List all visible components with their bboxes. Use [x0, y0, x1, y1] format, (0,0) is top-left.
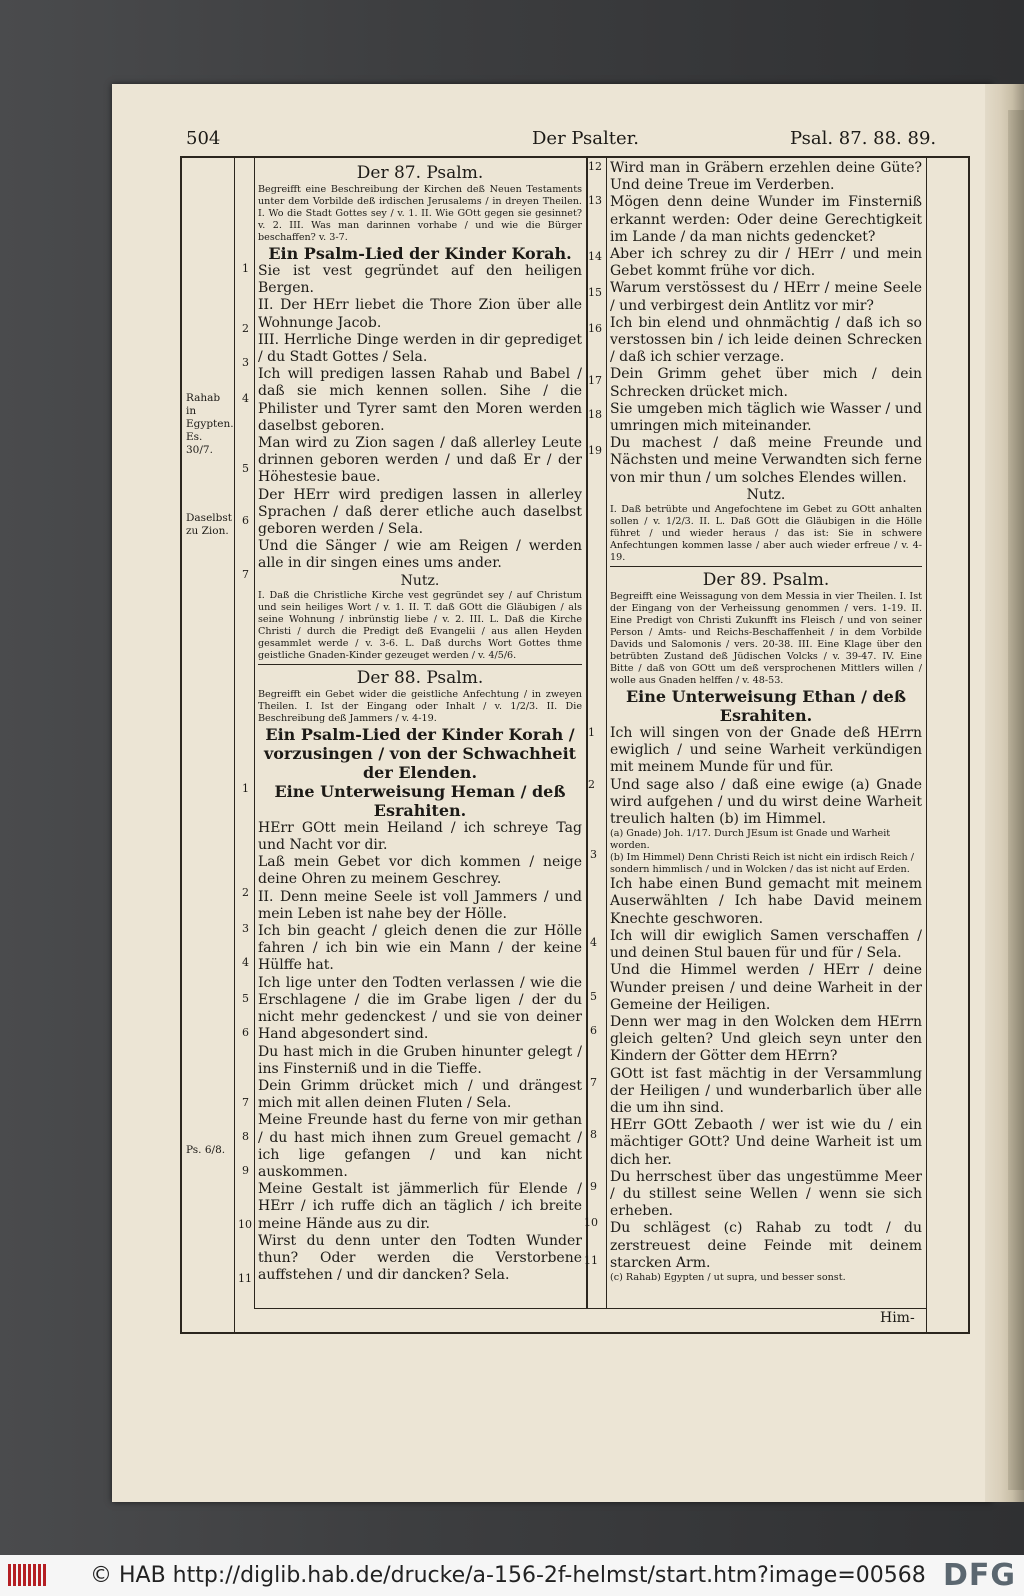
- verse-number: 7: [242, 568, 249, 581]
- verse-number: 10: [584, 1216, 598, 1229]
- verse-number: 2: [588, 778, 595, 791]
- psalm-87-summary: Begreifft eine Beschreibung der Kirchen deß Neuen Testaments unter dem Vorbilde deß irdischen Jerusalems / in dreyen Theilen. I. Wo die Stadt Gottes sey / v. 1. II. Wie GOtt gegen sie gesinnet? v. 2. III. Was man darinnen vorhabe / und wie die Bürger beschaffen? v. 3-7.: [258, 184, 582, 243]
- verse-number: 1: [242, 262, 249, 275]
- right-margin-rule: [926, 156, 927, 1332]
- psalm-89-summary: Begreifft eine Weissagung von dem Messia in vier Theilen. I. Ist der Eingang von der Verheissung genommen / vers. 1-19. II. Eine Predigt von Christi Zukunfft ins Fleisch / und von seiner Person / Amts- und Reichs-Beschaffenheit / in dem Vorbilde Davids und Salomonis / vers. 20-38. III. Eine Klage über den betrübten Zustand deß Jüdischen Volcks / v. 39-47. IV. Eine Bitte / daß von GOtt um deß versprochenen Mittlers willen / wolle aus Gnaden helffen / v. 48-53.: [610, 591, 922, 687]
- psalm-87-verse-5: Man wird zu Zion sagen / daß allerley Leute drinnen geboren werden / und daß Er / der Höhestesie baue.: [258, 435, 582, 486]
- psalm-88-verse-10: Wirst du denn unter den Todten Wunder thun? Oder werden die Verstorbene auffstehen / und dir dancken? Sela.: [258, 1232, 582, 1284]
- verse-number: 1: [588, 726, 595, 739]
- psalm-88-nutz: I. Daß betrübte und Angefochtene im Gebet zu GOtt anhalten sollen / v. 1/2/3. II. L. Daß GOtt die Gläubigen in die Hölle führet / und wieder heraus / das ist: Sie in schwere Anfechtungen kommen lasse / aber auch wieder erfreue / v. 4-19.: [610, 504, 922, 564]
- verse-number: 13: [588, 194, 602, 207]
- psalm-88-verse-1: HErr GOtt mein Heiland / ich schreye Tag und Nacht vor dir.: [258, 819, 582, 854]
- psalm-89-title: Der 89. Psalm.: [702, 570, 830, 591]
- psalm-88-verse-2: Laß mein Gebet vor dich kommen / neige deine Ohren zu meinem Geschrey.: [258, 854, 582, 888]
- psalm-89-verse-10: Du schlägest (c) Rahab zu todt / du zerstreuest deine Feinde mit deinem starcken Arm.: [610, 1220, 922, 1271]
- page-edge: [1008, 110, 1024, 1490]
- psalm-88-verse-7: Dein Grimm drücket mich / und drängest mich mit allen deinen Fluten / Sela.: [258, 1077, 582, 1112]
- psalm-89-verse-1: Ich will singen von der Gnade deß HErrn ewiglich / und seine Warheit verkündigen mit meinem Munde für und für.: [610, 725, 922, 776]
- psalm-89-verse-6: Denn wer mag in den Wolcken dem HErrn gleich gelten? Und gleich seyn unter den Kindern der Götter dem HErrn?: [610, 1013, 922, 1065]
- verse-number: 3: [242, 356, 249, 369]
- footnote-b: (b) Im Himmel) Denn Christi Reich ist nicht ein irdisch Reich / sondern himmlisch / und in Wolcken / das ist nicht auf Erden.: [610, 852, 914, 876]
- psalm-88-nutz-title: Nutz.: [746, 486, 786, 503]
- verse-number: 5: [242, 462, 249, 475]
- psalm-87-heading: Ein Psalm-Lied der Kinder Korah.: [268, 244, 572, 263]
- psalm-88-summary: Begreifft ein Gebet wider die geistliche Anfechtung / in zweyen Theilen. I. Ist der Eingang oder Inhalt / v. 1/2/3. II. Die Beschreibung deß Jammers / v. 4-19.: [258, 688, 582, 724]
- margin-note-ps68: Ps. 6/8.: [186, 1144, 226, 1156]
- psalm-89-verse-4: Ich will dir ewiglich Samen verschaffen / und deinen Stul bauen für und für / Sela.: [610, 927, 922, 962]
- dfg-logo: DFG: [942, 1558, 1016, 1593]
- margin-note-daselbst: Daselbst zu Zion.: [186, 512, 232, 537]
- verse-number: 2: [242, 322, 249, 335]
- psalm-89-verse-5: Und die Himmel werden / HErr / deine Wunder preisen / und deine Warheit in der Gemeine der Heiligen.: [610, 962, 922, 1013]
- psalm-88-verse-6: Du hast mich in die Gruben hinunter gelegt / ins Finsterniß und in die Tieffe.: [258, 1043, 582, 1077]
- catchword: Him-: [880, 1310, 915, 1326]
- psalm-88-verse-14: Warum verstössest du / HErr / meine Seele / und verbirgest dein Antlitz vor mir?: [610, 280, 922, 314]
- psalm-88-verse-12: Mögen denn deine Wunder im Finsterniß erkannt werden: Oder deine Gerechtigkeit im Lande / da man nichts gedencket?: [610, 194, 922, 245]
- psalm-89-heading: Eine Unterweisung Ethan / deß Esrahiten.: [625, 687, 907, 726]
- psalm-87-verse-3: III. Herrliche Dinge werden in dir geprediget / du Stadt Gottes / Sela.: [258, 331, 582, 366]
- psalm-87-nutz-title: Nutz.: [400, 572, 440, 589]
- psalm-87-verse-7: Und die Sänger / wie am Reigen / werden alle in dir singen eines ums ander.: [258, 538, 582, 572]
- verse-number: 5: [242, 992, 249, 1005]
- verse-number: 5: [590, 990, 597, 1003]
- verse-number: 6: [242, 514, 249, 527]
- psalm-89-verse-9: Du herrschest über das ungestümme Meer / du stillest seine Wellen / wenn sie sich erheben.: [610, 1168, 922, 1220]
- verse-number: 7: [242, 1096, 249, 1109]
- running-title: Der Psalter.: [532, 128, 639, 149]
- psalm-89-verse-7: GOtt ist fast mächtig in der Versammlung der Heiligen / und wunderbarlich über alle die um ihn sind.: [610, 1065, 922, 1116]
- psalm-88-verse-4: Ich bin geacht / gleich denen die zur Hölle fahren / ich bin wie ein Mann / der keine Hülffe hat.: [258, 923, 582, 974]
- margin-note-rahab: Rahab in Egypten. Es. 30/7.: [186, 392, 234, 456]
- verse-number: 2: [242, 886, 249, 899]
- page-number: 504: [186, 128, 221, 149]
- verse-number: 14: [588, 250, 602, 263]
- psalm-88-verse-3: II. Denn meine Seele ist voll Jammers / und mein Leben ist nahe bey der Hölle.: [258, 888, 582, 922]
- verse-number: 16: [588, 322, 602, 335]
- verse-number: 9: [590, 1180, 597, 1193]
- verse-number: 6: [590, 1024, 597, 1037]
- text-bottom-rule: [254, 1308, 926, 1309]
- verse-number: 19: [588, 444, 602, 457]
- verse-number: 4: [242, 956, 249, 969]
- psalm-88-title: Der 88. Psalm.: [356, 667, 484, 688]
- verse-number: 1: [242, 782, 249, 795]
- verse-number: 3: [590, 848, 597, 861]
- verse-number: 15: [588, 286, 602, 299]
- verse-number: 6: [242, 1026, 249, 1039]
- psalm-88-verse-5: Ich lige unter den Todten verlassen / wie die Erschlagene / die im Grabe ligen / der du nicht mehr gedenckest / und sie von deiner Hand abgesondert sind.: [258, 974, 582, 1043]
- verse-number: 4: [242, 392, 249, 405]
- psalm-88-verse-13: Aber ich schrey zu dir / HErr / und mein Gebet kommt frühe vor dich.: [610, 246, 922, 280]
- psalm-87-verse-2: II. Der HErr liebet die Thore Zion über alle Wohnunge Jacob.: [258, 297, 582, 331]
- verse-number: 4: [590, 936, 597, 949]
- right-number-rule: [606, 156, 607, 1308]
- outer-frame-left: [180, 156, 182, 1334]
- psalm-88-verse-17: Sie umgeben mich täglich wie Wasser / und umringen mich miteinander.: [610, 400, 922, 435]
- verse-number: 11: [238, 1272, 252, 1285]
- footer-bar: [0, 1555, 1024, 1596]
- psalm-88-verse-8: Meine Freunde hast du ferne von mir gethan / du hast mich ihnen zum Greuel gemacht / ich lige gefangen / und kan nicht auskommen.: [258, 1112, 582, 1180]
- verse-number: 8: [590, 1128, 597, 1141]
- verse-number: 11: [584, 1254, 598, 1267]
- psalm-88-verse-11: Wird man in Gräbern erzehlen deine Güte? Und deine Treue im Verderben.: [610, 160, 922, 194]
- psalm-89-verse-8: HErr GOtt Zebaoth / wer ist wie du / ein mächtiger GOtt? Und deine Warheit ist um dich her.: [610, 1117, 922, 1168]
- psalm-88-verse-9: Meine Gestalt ist jämmerlich für Elende / HErr / ich ruffe dich an täglich / ich breite meine Hände aus zu dir.: [258, 1181, 582, 1232]
- psalm-88-verse-15: Ich bin elend und ohnmächtig / daß ich so verstossen bin / ich leide deinen Schrecken / daß ich schier verzage.: [610, 314, 922, 366]
- footnote-a: (a) Gnade) Joh. 1/17. Durch JEsum ist Gnade und Warheit worden.: [610, 828, 891, 852]
- psalm-89-verse-3: Ich habe einen Bund gemacht mit meinem Auserwählten / Ich habe David meinem Knechte geschworen.: [610, 876, 922, 927]
- psalm-87-nutz: I. Daß die Christliche Kirche vest gegründet sey / auf Christum und sein heiliges Wort / v. 1. II. T. daß GOtt die Gläubigen / als seine Wohnung / inbrünstig liebe / v. 2. III. L. Daß die Kirche Christi / durch die Predigt deß Evangelii / aus allen Heyden gesammlet werde / v. 3-6. L. Daß durchs Wort Gottes thme geistliche Gnaden-Kinder gezeuget werden / v. 4/5/6.: [258, 589, 582, 661]
- verse-number: 10: [238, 1218, 252, 1231]
- psalm-87-verse-4: Ich will predigen lassen Rahab und Babel / daß sie mich kennen sollen. Sihe / die Philister und Tyrer samt den Moren werden daselbst geboren.: [258, 366, 582, 434]
- psalm-87-verse-1: Sie ist vest gegründet auf den heiligen Bergen.: [258, 263, 582, 297]
- psalm-89-verse-2: Und sage also / daß eine ewige (a) Gnade wird aufgehen / und du wirst deine Warheit treulich halten (b) im Himmel.: [610, 776, 922, 828]
- psalm-87-verse-6: Der HErr wird predigen lassen in allerley Sprachen / daß derer etliche auch daselbst geboren werden / Sela.: [258, 486, 582, 538]
- section-divider: [258, 664, 582, 665]
- verse-number: 17: [588, 374, 602, 387]
- psalm-87-title: Der 87. Psalm.: [356, 163, 484, 183]
- running-psalms: Psal. 87. 88. 89.: [790, 128, 937, 149]
- verse-number: 3: [242, 922, 249, 935]
- verse-number: 18: [588, 408, 602, 421]
- verse-number: 12: [588, 160, 602, 173]
- verse-number: 7: [590, 1076, 597, 1089]
- psalm-88-heading-1: Ein Psalm-Lied der Kinder Korah / vorzusingen / von der Schwachheit der Elenden.: [263, 724, 577, 782]
- footer-source-link[interactable]: © HAB http://diglib.hab.de/drucke/a-156-2f-helmst/start.htm?image=00568: [90, 1563, 926, 1588]
- section-divider: [610, 566, 922, 567]
- verse-number: 8: [242, 1130, 249, 1143]
- psalm-88-heading-2: Eine Unterweisung Heman / deß Esrahiten.: [274, 781, 566, 820]
- left-text-column: [258, 162, 582, 1284]
- right-text-column: [610, 160, 922, 1284]
- outer-frame-bottom: [180, 1332, 970, 1334]
- footnote-c: (c) Rahab) Egypten / ut supra, und besser sonst.: [610, 1271, 846, 1283]
- margin-column-rule: [234, 156, 235, 1332]
- outer-frame-right: [968, 156, 970, 1334]
- left-number-rule: [254, 156, 255, 1308]
- psalm-88-verse-16: Dein Grimm gehet über mich / dein Schrecken drücket mich.: [610, 366, 922, 400]
- hab-logo-icon: [8, 1564, 46, 1586]
- psalm-88-verse-18: Du machest / daß meine Freunde und Nächsten und meine Verwandten sich ferne von mir thun / um solches Elendes willen.: [610, 435, 922, 486]
- verse-number: 9: [242, 1164, 249, 1177]
